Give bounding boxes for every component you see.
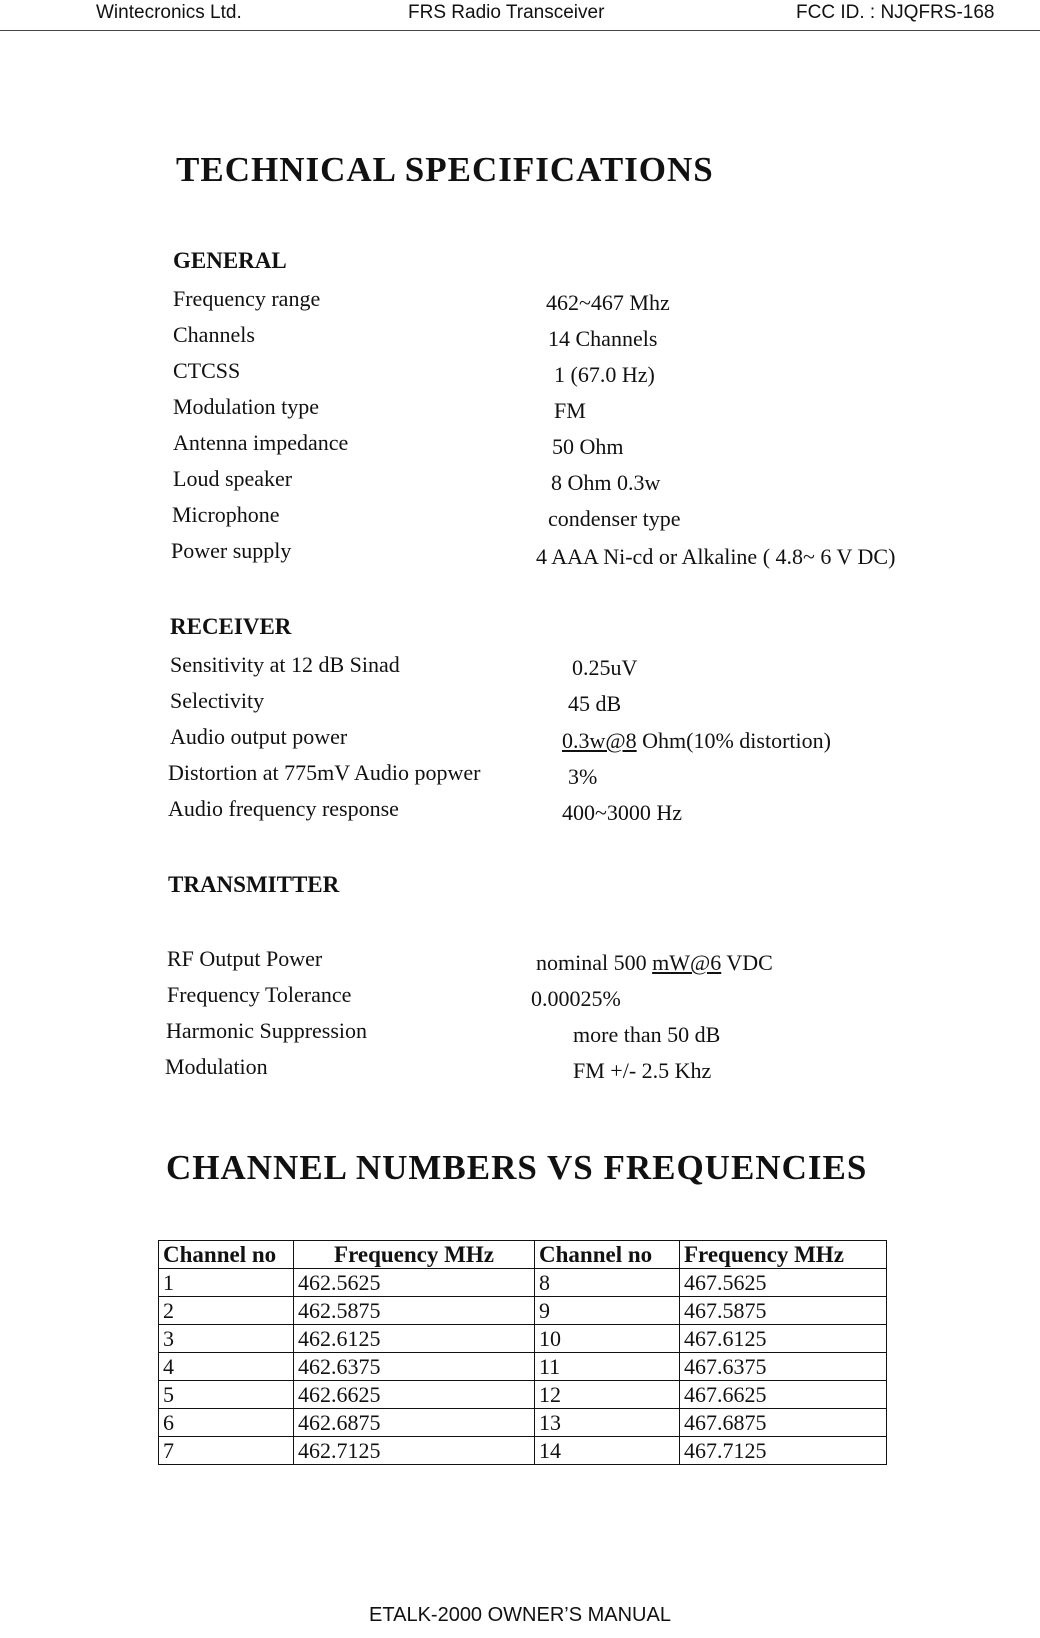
channels-title: CHANNEL NUMBERS VS FREQUENCIES: [166, 1148, 868, 1187]
table-cell: 462.6375: [294, 1353, 535, 1381]
column-header: Channel no: [535, 1241, 680, 1269]
table-cell: 3: [159, 1325, 294, 1353]
table-cell: 462.5625: [294, 1269, 535, 1297]
table-cell: 10: [535, 1325, 680, 1353]
spec-label: Audio output power: [170, 724, 348, 749]
general-heading: GENERAL: [173, 248, 287, 273]
table-cell: 467.6875: [680, 1409, 887, 1437]
table-cell: 462.5875: [294, 1297, 535, 1325]
spec-label: Harmonic Suppression: [166, 1018, 368, 1043]
spec-value: 0.25uV: [572, 655, 638, 680]
page-footer: ETALK-2000 OWNER’S MANUAL: [369, 1604, 671, 1626]
table-cell: 462.7125: [294, 1437, 535, 1465]
spec-value: 8 Ohm 0.3w: [551, 470, 661, 495]
table-header-row: [159, 1241, 887, 1269]
spec-value: [562, 728, 831, 754]
page-header: [0, 0, 1040, 31]
spec-value: 14 Channels: [548, 326, 658, 351]
spec-value: 45 dB: [568, 691, 622, 716]
spec-label: Loud speaker: [173, 466, 293, 491]
spec-value: FM +/- 2.5 Khz: [573, 1058, 712, 1083]
table-cell: 462.6875: [294, 1409, 535, 1437]
table-row: [159, 1437, 887, 1465]
spec-value: 50 Ohm: [552, 434, 624, 459]
table-cell: 6: [159, 1409, 294, 1437]
column-header: Frequency MHz: [680, 1241, 887, 1269]
spec-value: condenser type: [548, 506, 681, 531]
spec-label: Antenna impedance: [173, 430, 349, 455]
spec-label: Modulation type: [173, 394, 320, 419]
spec-label: Sensitivity at 12 dB Sinad: [170, 652, 400, 677]
spec-value-pre: nominal 500: [536, 950, 653, 975]
page-title: TECHNICAL SPECIFICATIONS: [176, 150, 714, 189]
header-fcc-id: FCC ID. : NJQFRS-168: [796, 2, 995, 23]
spec-label: Modulation: [165, 1054, 268, 1079]
table-cell: 467.5625: [680, 1269, 887, 1297]
table-cell: 467.6625: [680, 1381, 887, 1409]
table-cell: 1: [159, 1269, 294, 1297]
table-cell: 12: [535, 1381, 680, 1409]
spec-value: 462~467 Mhz: [546, 290, 670, 315]
table-row: [159, 1381, 887, 1409]
spec-label: Audio frequency response: [168, 796, 399, 821]
spec-value: [536, 950, 773, 976]
transmitter-heading: TRANSMITTER: [168, 872, 340, 897]
table-row: [159, 1269, 887, 1297]
table-cell: 13: [535, 1409, 680, 1437]
spec-label: Frequency Tolerance: [167, 982, 352, 1007]
spec-value: 3%: [568, 764, 598, 789]
spec-value-rest: VDC: [721, 950, 773, 975]
table-cell: 467.5875: [680, 1297, 887, 1325]
spec-label: Power supply: [171, 538, 292, 563]
spec-label: Distortion at 775mV Audio popwer: [168, 760, 481, 785]
spec-label: Frequency range: [173, 286, 321, 311]
spec-value-rest: Ohm(10% distortion): [636, 728, 831, 753]
table-cell: 467.6125: [680, 1325, 887, 1353]
table-cell: 462.6625: [294, 1381, 535, 1409]
table-row: [159, 1353, 887, 1381]
spec-label: Microphone: [172, 502, 280, 527]
table-cell: 11: [535, 1353, 680, 1381]
spec-value-underlined: 0.3w@8: [562, 728, 637, 753]
spec-label: Channels: [173, 322, 255, 347]
table-cell: 14: [535, 1437, 680, 1465]
table-row: [159, 1409, 887, 1437]
column-header: Channel no: [159, 1241, 294, 1269]
table-row: [159, 1325, 887, 1353]
table-cell: 462.6125: [294, 1325, 535, 1353]
table-row: [159, 1297, 887, 1325]
channel-frequency-table: [158, 1240, 887, 1465]
table-cell: 7: [159, 1437, 294, 1465]
spec-label: RF Output Power: [167, 946, 323, 971]
table-cell: 2: [159, 1297, 294, 1325]
spec-value: 1 (67.0 Hz): [554, 362, 655, 387]
receiver-heading: RECEIVER: [170, 614, 292, 639]
table-cell: 4: [159, 1353, 294, 1381]
spec-label: Selectivity: [170, 688, 265, 713]
header-company: Wintecronics Ltd.: [96, 2, 242, 23]
spec-value: 400~3000 Hz: [562, 800, 683, 825]
column-header: Frequency MHz: [294, 1241, 535, 1269]
spec-label: CTCSS: [173, 358, 241, 383]
spec-value: more than 50 dB: [573, 1022, 721, 1047]
table-cell: 9: [535, 1297, 680, 1325]
header-product: FRS Radio Transceiver: [408, 2, 605, 23]
table-cell: 467.6375: [680, 1353, 887, 1381]
spec-value: 0.00025%: [531, 986, 621, 1011]
spec-value: FM: [554, 398, 586, 423]
table-cell: 8: [535, 1269, 680, 1297]
table-cell: 5: [159, 1381, 294, 1409]
spec-value: 4 AAA Ni-cd or Alkaline ( 4.8~ 6 V DC): [536, 544, 896, 569]
table-cell: 467.7125: [680, 1437, 887, 1465]
spec-value-underlined: mW@6: [652, 950, 722, 975]
